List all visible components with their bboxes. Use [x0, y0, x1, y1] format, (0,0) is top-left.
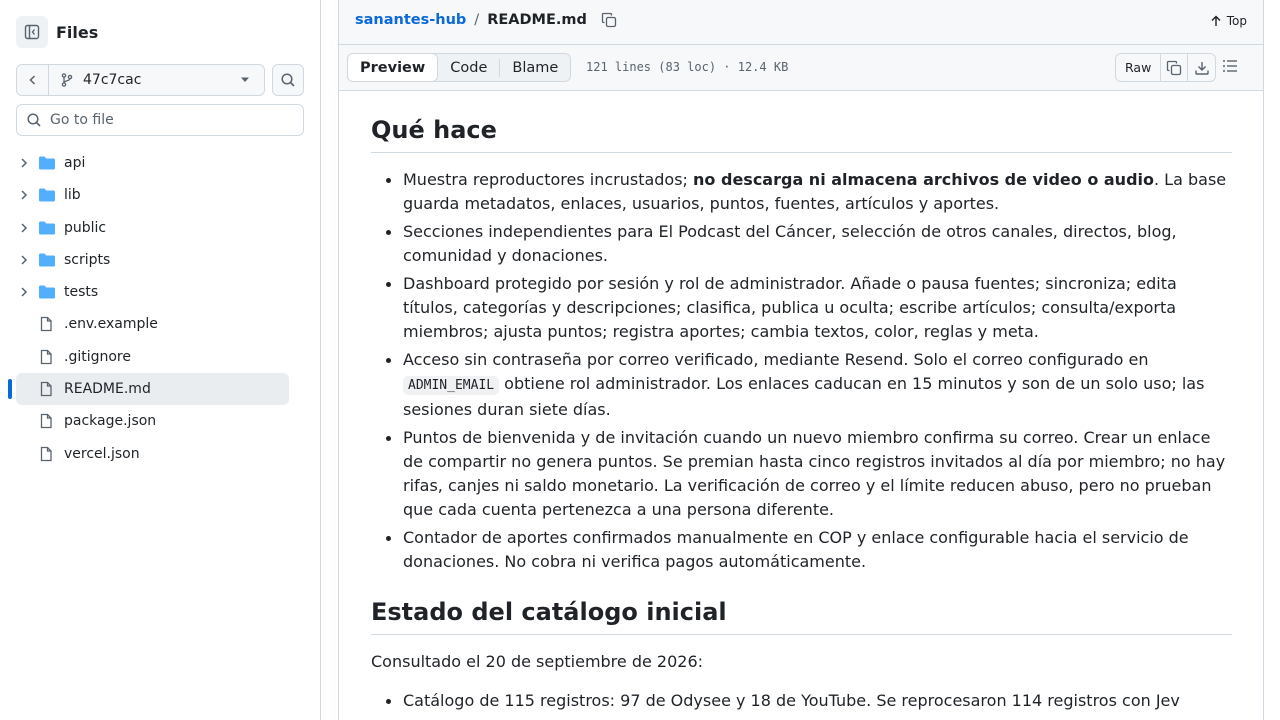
tree-item-package-json[interactable]: [16, 405, 289, 437]
chevron-left-icon: [25, 72, 41, 88]
tab-code[interactable]: Code: [450, 59, 488, 76]
outline-button[interactable]: [1221, 57, 1239, 75]
bullet-text: obtiene rol administrador. Los enlaces caducan en 15 minutos y son de un solo uso; las sesiones duran siete días.: [403, 374, 1205, 419]
tree-item-tests[interactable]: [16, 276, 289, 308]
inline-code: ADMIN_EMAIL: [403, 376, 499, 395]
search-icon: [26, 112, 42, 128]
list-item: Contador de aportes confirmados manualmente en COP y enlace configurable hacia el servicio de donaciones. No cobra ni verifica pagos automáticamente.: [371, 526, 1232, 574]
tree-item-label: vercel.json: [64, 445, 140, 462]
tab-blame[interactable]: Blame: [512, 59, 559, 76]
bullet-text: Muestra reproductores incrustados;: [403, 170, 694, 189]
top-label: Top: [1226, 14, 1247, 28]
branch-dropdown[interactable]: [49, 65, 264, 95]
tree-item-label: lib: [64, 187, 81, 204]
go-to-file-box: [16, 104, 304, 136]
file-icon: [38, 316, 54, 332]
download-button[interactable]: [1188, 54, 1215, 81]
arrow-up-icon: [1210, 15, 1222, 27]
breadcrumb: [355, 12, 617, 28]
list-unordered-icon: [1221, 57, 1239, 75]
chevron-right-icon[interactable]: [18, 254, 30, 266]
file-tree: [16, 147, 289, 470]
folder-icon: [38, 187, 56, 203]
search-files-button[interactable]: [272, 64, 304, 96]
bullet-text: . La base guarda metadatos, enlaces, usuarios, puntos, fuentes, artículos y aportes.: [403, 170, 1227, 213]
sidebar-collapse-icon: [24, 24, 40, 40]
copy-icon: [1166, 60, 1182, 76]
folder-icon: [38, 284, 56, 300]
file-toolbar: [338, 45, 1264, 91]
tab-preview[interactable]: Preview: [347, 53, 438, 82]
tree-item-label: .env.example: [64, 316, 158, 333]
active-indicator: [8, 379, 12, 399]
tree-item-label: tests: [64, 284, 99, 301]
sidebar-header: [16, 16, 98, 48]
folder-icon: [38, 252, 56, 268]
list-item: [371, 348, 1232, 422]
collapse-sidebar-button[interactable]: [16, 16, 48, 48]
branch-selector[interactable]: [16, 64, 265, 96]
raw-actions: [1115, 53, 1216, 82]
tree-item-public[interactable]: [16, 212, 289, 244]
catalog-list: [371, 689, 1232, 717]
section-heading-que-hace: Qué hace: [371, 115, 1232, 153]
breadcrumb-repo-link[interactable]: sanantes-hub: [355, 12, 467, 28]
folder-icon: [38, 155, 56, 171]
list-item: Dashboard protegido por sesión y rol de administrador. Añade o pausa fuentes; sincroniza; edita títulos, categorías y descripciones; clasifica, publica u oculta; escribe artículos; consulta/exporta miembros; ajusta puntos; registra aportes; cambia textos, color, reglas y meta.: [371, 272, 1232, 344]
tree-item-readme[interactable]: [16, 373, 289, 405]
tree-item-env-example[interactable]: [16, 308, 289, 340]
readme-content: [338, 91, 1264, 720]
list-item: Puntos de bienvenida y de invitación cuando un nuevo miembro confirma su correo. Crear un enlace de compartir no genera puntos. Se premian hasta cinco registros invitados al día por miembro; no hay rifas, canjes ni saldo monetario. La verificación de correo y el límite reducen abuso, pero no prueban que cada cuenta pertenezca a una persona diferente.: [371, 426, 1232, 522]
branch-name: 47c7cac: [83, 72, 142, 88]
copy-raw-button[interactable]: [1161, 54, 1188, 81]
tree-item-label: public: [64, 219, 107, 236]
list-item: [371, 168, 1232, 216]
download-icon: [1194, 60, 1210, 76]
tree-item-gitignore[interactable]: [16, 341, 289, 373]
file-info: 121 lines (83 loc) · 12.4 KB: [586, 60, 789, 74]
go-to-file-input[interactable]: [50, 112, 290, 128]
tree-item-label: package.json: [64, 413, 157, 430]
sidebar-title: Files: [56, 22, 99, 42]
file-icon: [38, 381, 54, 397]
tree-item-label: .gitignore: [64, 348, 131, 365]
file-icon: [38, 413, 54, 429]
search-icon: [280, 72, 296, 88]
bullet-text: Acceso sin contraseña por correo verificado, mediante Resend. Solo el correo configurado en: [403, 350, 1149, 369]
file-icon: [38, 446, 54, 462]
list-item: Secciones independientes para El Podcast del Cáncer, selección de otros canales, directos, blog, comunidad y donaciones.: [371, 220, 1232, 268]
raw-button[interactable]: Raw: [1116, 54, 1161, 81]
file-icon: [38, 349, 54, 365]
caret-down-icon: [240, 77, 250, 83]
list-item: Catálogo de 115 registros: 97 de Odysee y 18 de YouTube. Se reprocesaron 114 registros con Jev: [371, 689, 1232, 713]
back-button[interactable]: [17, 65, 49, 95]
chevron-right-icon[interactable]: [18, 189, 30, 201]
chevron-right-icon[interactable]: [18, 222, 30, 234]
section-intro: Consultado el 20 de septiembre de 2026:: [371, 652, 704, 671]
git-branch-icon: [59, 72, 75, 88]
breadcrumb-bar: [338, 0, 1264, 45]
tree-item-label: api: [64, 155, 86, 171]
tree-item-label: scripts: [64, 251, 111, 268]
file-tree-sidebar: [0, 0, 321, 720]
copy-path-icon[interactable]: [601, 12, 617, 28]
tree-item-vercel-json[interactable]: [16, 438, 289, 470]
folder-icon: [38, 220, 56, 236]
file-view: [338, 0, 1264, 720]
breadcrumb-file: README.md: [487, 12, 587, 28]
tree-item-scripts[interactable]: [16, 244, 289, 276]
chevron-right-icon[interactable]: [18, 157, 30, 169]
back-to-top-button[interactable]: [1210, 14, 1247, 28]
tree-item-label: README.md: [64, 381, 151, 398]
section-heading-estado-catalogo: Estado del catálogo inicial: [371, 597, 1232, 635]
breadcrumb-separator: /: [474, 12, 480, 28]
bullet-bold-text: no descarga ni almacena archivos de video o audio: [693, 170, 1154, 189]
features-list: [371, 168, 1232, 578]
view-mode-tabs: [347, 53, 571, 82]
branch-row: [16, 64, 304, 96]
tree-item-lib[interactable]: [16, 179, 289, 211]
chevron-right-icon[interactable]: [18, 286, 30, 298]
tree-item-api[interactable]: [16, 147, 289, 179]
